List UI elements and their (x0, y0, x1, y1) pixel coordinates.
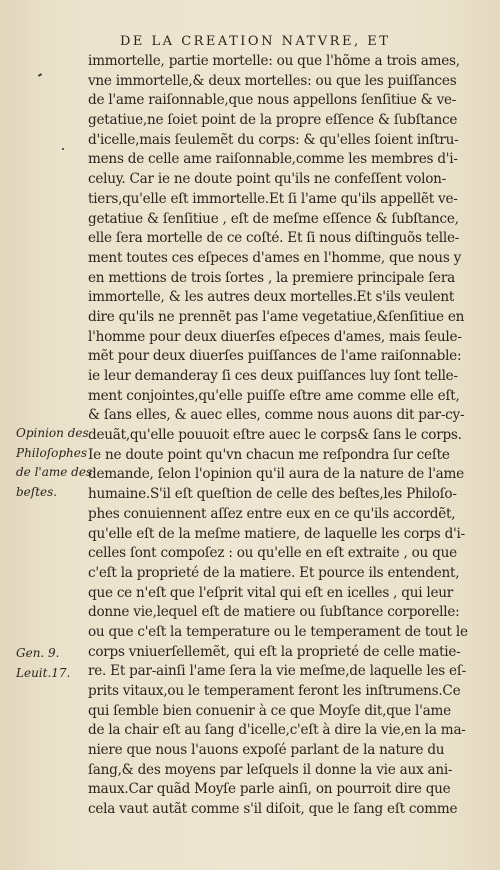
text-line: prits vitaux,ou le temperament feront les inſtrumens.Ce (88, 683, 461, 699)
text-line: deuãt,qu'elle pouuoit eſtre auec le corps& ſans le corps. (88, 427, 462, 444)
text-line: celles ſont compoſez : ou qu'elle en eſt extraite , ou que (88, 545, 457, 562)
marginal-line: Opinion des (16, 426, 89, 440)
marginal-note-scripture-references (16, 644, 92, 683)
text-line: vne immortelle,& deux mortelles: ou que les puiſſances (88, 72, 457, 89)
running-head: DE LA CREATION NATVRE, ET (120, 34, 391, 49)
marginal-line: Leuit.17. (16, 665, 71, 680)
text-line: elle ſera mortelle de ce coſté. Et ſi nous diſtinguõs telle- (88, 230, 460, 247)
text-line: ſang,& des moyens par leſquels il donne la vie aux ani- (88, 761, 453, 778)
text-line: getatiue & ſenſitiue , eſt de meſme eſſence & ſubſtance, (88, 210, 459, 227)
text-line: dire qu'ils ne prennẽt pas l'ame vegetatiue,&ſenſitiue en (88, 308, 465, 325)
text-line: tiers,qu'elle eſt immortelle.Et ſi l'ame qu'ils appellẽt ve- (88, 190, 458, 207)
text-line: corps vniuerſellemẽt, qui eſt la proprieté de celle matie- (88, 643, 461, 660)
text-line: getatiue,ne ſoiet point de la propre eſſence & ſubſtance (88, 112, 458, 129)
text-line: mẽt pour deux diuerſes puiſſances de l'ame raiſonnable: (88, 348, 462, 365)
text-line: qu'elle eſt de la meſme matiere, de laquelle les corps d'i- (88, 525, 465, 542)
text-line: celuy. Car ie ne doute point qu'ils ne confeſſent volon- (88, 171, 447, 188)
text-line: ie leur demanderay ſi ces deux puiſſances luy ſont telle- (88, 368, 458, 384)
text-line: donne vie,lequel eſt de matiere ou ſubſtance corporelle: (88, 604, 460, 621)
text-line: phes conuiennent aſſez entre eux en ce qu'ils accordẽt, (88, 505, 456, 522)
text-line: ou que c'eſt la temperature ou le temperament de tout le (88, 623, 468, 640)
text-line: c'eſt la proprieté de la matiere. Et pource ils entendent, (88, 564, 460, 581)
text-line: immortelle, partie mortelle: ou que l'hõme a trois ames, (88, 53, 460, 69)
text-line: & ſans elles, & auec elles, comme nous auons dit par-cy- (88, 407, 465, 424)
text-line: mens de celle ame raiſonnable,comme les membres d'i- (88, 151, 458, 168)
text-line: que ce n'eſt que l'eſprit vital qui eſt en icelles , qui leur (88, 584, 454, 601)
marginal-line: Philoſophes (16, 445, 88, 460)
text-line: maux.Car quãd Moyſe parle ainſi, on pourroit dire que (88, 781, 451, 798)
text-line: humaine.S'il eſt queſtion de celle des beſtes,les Philoſo- (88, 486, 457, 503)
text-line: de l'ame raiſonnable,que nous appellons ſenſitiue & ve- (88, 92, 457, 109)
ink-speck (62, 148, 65, 151)
text-line: cela vaut autãt comme s'il diſoit, que le ſang eſt comme (88, 801, 458, 818)
text-line: qui ſemble bien conuenir à ce que Moyſe dit,que l'ame (88, 702, 451, 719)
text-line: ment toutes ces eſpeces d'ames en l'homme, que nous y (88, 249, 462, 266)
text-line: en mettions de trois ſortes , la premiere principale ſera (88, 269, 455, 286)
text-line: demande, ſelon l'opinion qu'il aura de la nature de l'ame (88, 466, 464, 483)
text-line: de la chair eſt au ſang d'icelle,c'eſt à dire la vie,en la ma- (88, 722, 466, 739)
text-line: immortelle, & les autres deux mortelles.Et s'ils veulent (88, 289, 455, 306)
marginal-line: beſtes. (16, 485, 58, 500)
text-line: re. Et par-ainſi l'ame ſera la vie meſme,de laquelle les eſ- (88, 663, 466, 680)
text-line: niere que nous l'auons expoſé parlant de la nature du (88, 742, 445, 759)
text-line: l'homme pour deux diuerſes eſpeces d'ames, mais ſeule- (88, 328, 462, 345)
body-text (88, 52, 480, 820)
text-line: Ie ne doute point qu'vn chacun me reſpondra ſur ceſte (88, 446, 450, 463)
marginal-note-philosophers (16, 424, 92, 503)
ink-speck (38, 73, 42, 77)
marginal-line: Gen. 9. (16, 646, 60, 660)
text-line: ment conjointes,qu'elle puiſſe eſtre ame comme elle eſt, (88, 387, 460, 404)
marginal-line: de l'ame des (16, 465, 93, 480)
text-line: d'icelle,mais ſeulemẽt du corps: & qu'elles ſoient inſtru- (88, 131, 459, 148)
